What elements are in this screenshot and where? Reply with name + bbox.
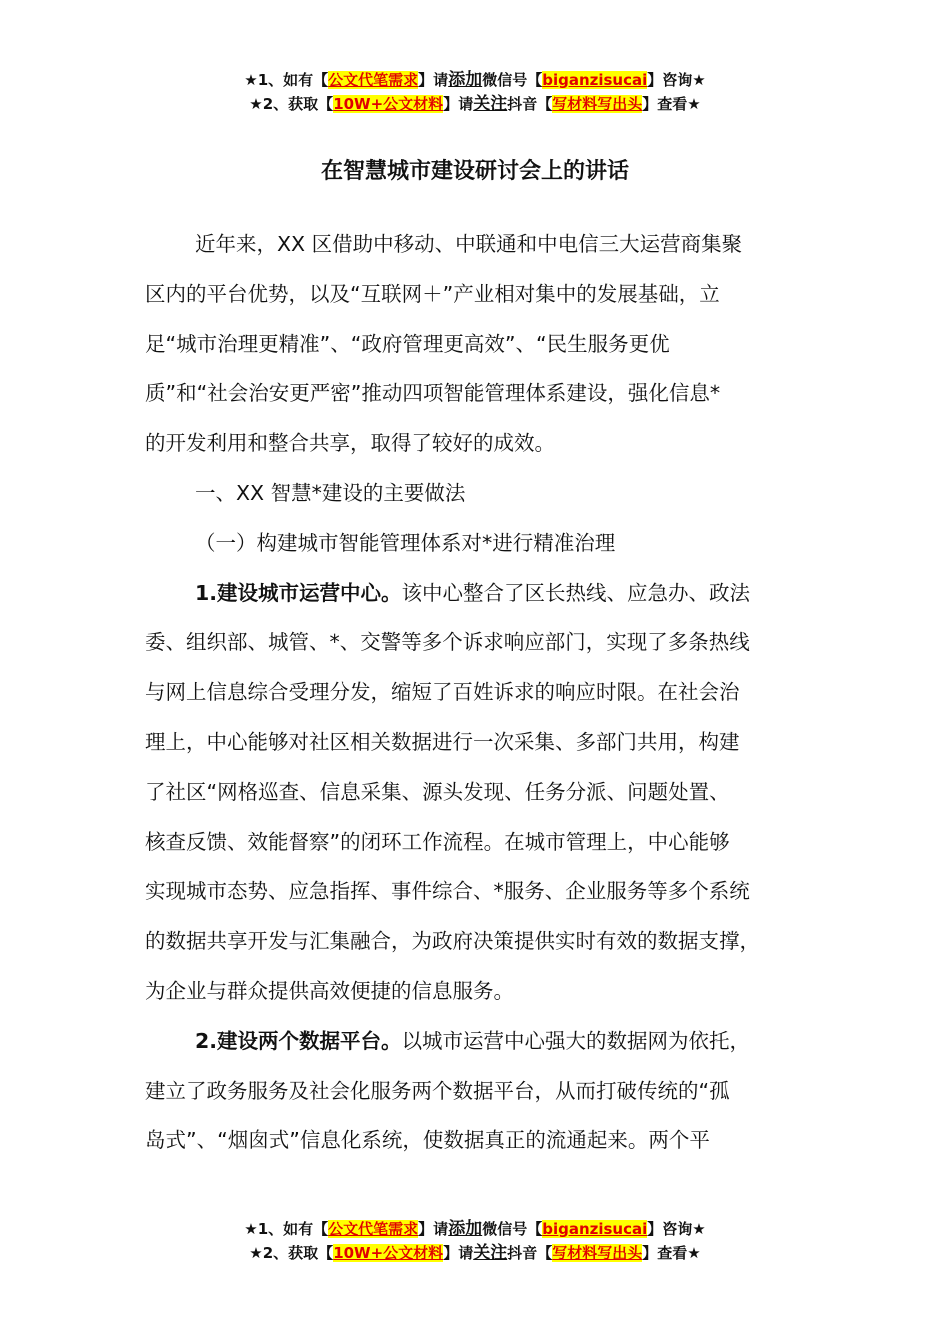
text-line: 核查反馈、效能督察”的闭环工作流程。在城市管理上，中心能够 [145, 829, 730, 854]
text-line: 实现城市态势、应急指挥、事件综合、*服务、企业服务等多个系统 [145, 879, 750, 904]
highlight: 10W+公文材料 [333, 1244, 444, 1262]
text: ★1、如有【 [244, 1220, 329, 1238]
promo-line-1 [0, 68, 950, 92]
text-line: 建立了政务服务及社会化服务两个数据平台，从而打破传统的“孤 [145, 1078, 730, 1103]
text: 抖音【 [507, 1244, 553, 1262]
document-body [145, 226, 825, 1172]
text: 】查看★ [642, 95, 701, 113]
promo-line-1 [0, 1217, 950, 1241]
text-line: 近年来，XX 区借助中移动、中联通和中电信三大运营商集聚 [195, 232, 743, 256]
text: ★2、获取【 [249, 95, 334, 113]
text: 抖音【 [507, 95, 553, 113]
promo-line-2 [0, 92, 950, 116]
emphasis: 关注 [473, 94, 508, 114]
text-line [145, 575, 825, 625]
subsection-heading: （一）构建城市智能管理体系对*进行精准治理 [195, 530, 616, 555]
text: 】查看★ [642, 1244, 701, 1262]
text: 】咨询★ [647, 1220, 706, 1238]
highlight: 10W+公文材料 [333, 95, 444, 113]
text-line [145, 1023, 825, 1073]
emphasis: 添加 [448, 1219, 483, 1239]
wechat-id: biganzisucai [542, 71, 648, 89]
text: 】请 [443, 1244, 474, 1262]
text-line: 足“城市治理更精准”、“政府管理更高效”、“民生服务更优 [145, 331, 670, 356]
text-line: 委、组织部、城管、*、交警等多个诉求响应部门，实现了多条热线 [145, 630, 750, 655]
text-line: 理上，中心能够对社区相关数据进行一次采集、多部门共用，构建 [145, 729, 740, 754]
text-line: 区内的平台优势，以及“互联网＋”产业相对集中的发展基础，立 [145, 281, 720, 306]
promo-banner-top [0, 68, 950, 116]
douyin-id: 写材料写出头 [552, 1244, 643, 1262]
text: 该中心整合了区长热线、应急办、政法 [401, 580, 751, 605]
text: 】请 [418, 71, 449, 89]
promo-line-2 [0, 1241, 950, 1265]
text-line: 的数据共享开发与汇集融合，为政府决策提供实时有效的数据支撑， [145, 929, 760, 954]
highlight: 公文代笔需求 [328, 1220, 419, 1238]
text-line: 了社区“网格巡查、信息采集、源头发现、任务分派、问题处置、 [145, 779, 730, 804]
text: 以城市运营中心强大的数据网为依托， [401, 1028, 751, 1053]
text: ★1、如有【 [244, 71, 329, 89]
emphasis: 添加 [448, 70, 483, 90]
text-line: 为企业与群众提供高效便捷的信息服务。 [145, 978, 514, 1003]
text: 微信号【 [482, 1220, 543, 1238]
wechat-id: biganzisucai [542, 1220, 648, 1238]
item-heading: 1.建设城市运营中心。 [195, 580, 402, 605]
text-line: 岛式”、“烟囱式”信息化系统，使数据真正的流通起来。两个平 [145, 1128, 710, 1153]
highlight: 公文代笔需求 [328, 71, 419, 89]
emphasis: 关注 [473, 1243, 508, 1263]
text: 】请 [443, 95, 474, 113]
text-line: 与网上信息综合受理分发，缩短了百姓诉求的响应时限。在社会治 [145, 680, 740, 705]
section-heading: 一、XX 智慧*建设的主要做法 [195, 480, 466, 505]
text: 】咨询★ [647, 71, 706, 89]
douyin-id: 写材料写出头 [552, 95, 643, 113]
text-line: 质”和“社会治安更严密”推动四项智能管理体系建设，强化信息* [145, 381, 721, 406]
text: 微信号【 [482, 71, 543, 89]
text: ★2、获取【 [249, 1244, 334, 1262]
promo-banner-bottom [0, 1217, 950, 1265]
item-heading: 2.建设两个数据平台。 [195, 1028, 402, 1053]
text: 】请 [418, 1220, 449, 1238]
document-title: 在智慧城市建设研讨会上的讲话 [320, 159, 629, 184]
text-line: 的开发利用和整合共享，取得了较好的成效。 [145, 431, 555, 456]
